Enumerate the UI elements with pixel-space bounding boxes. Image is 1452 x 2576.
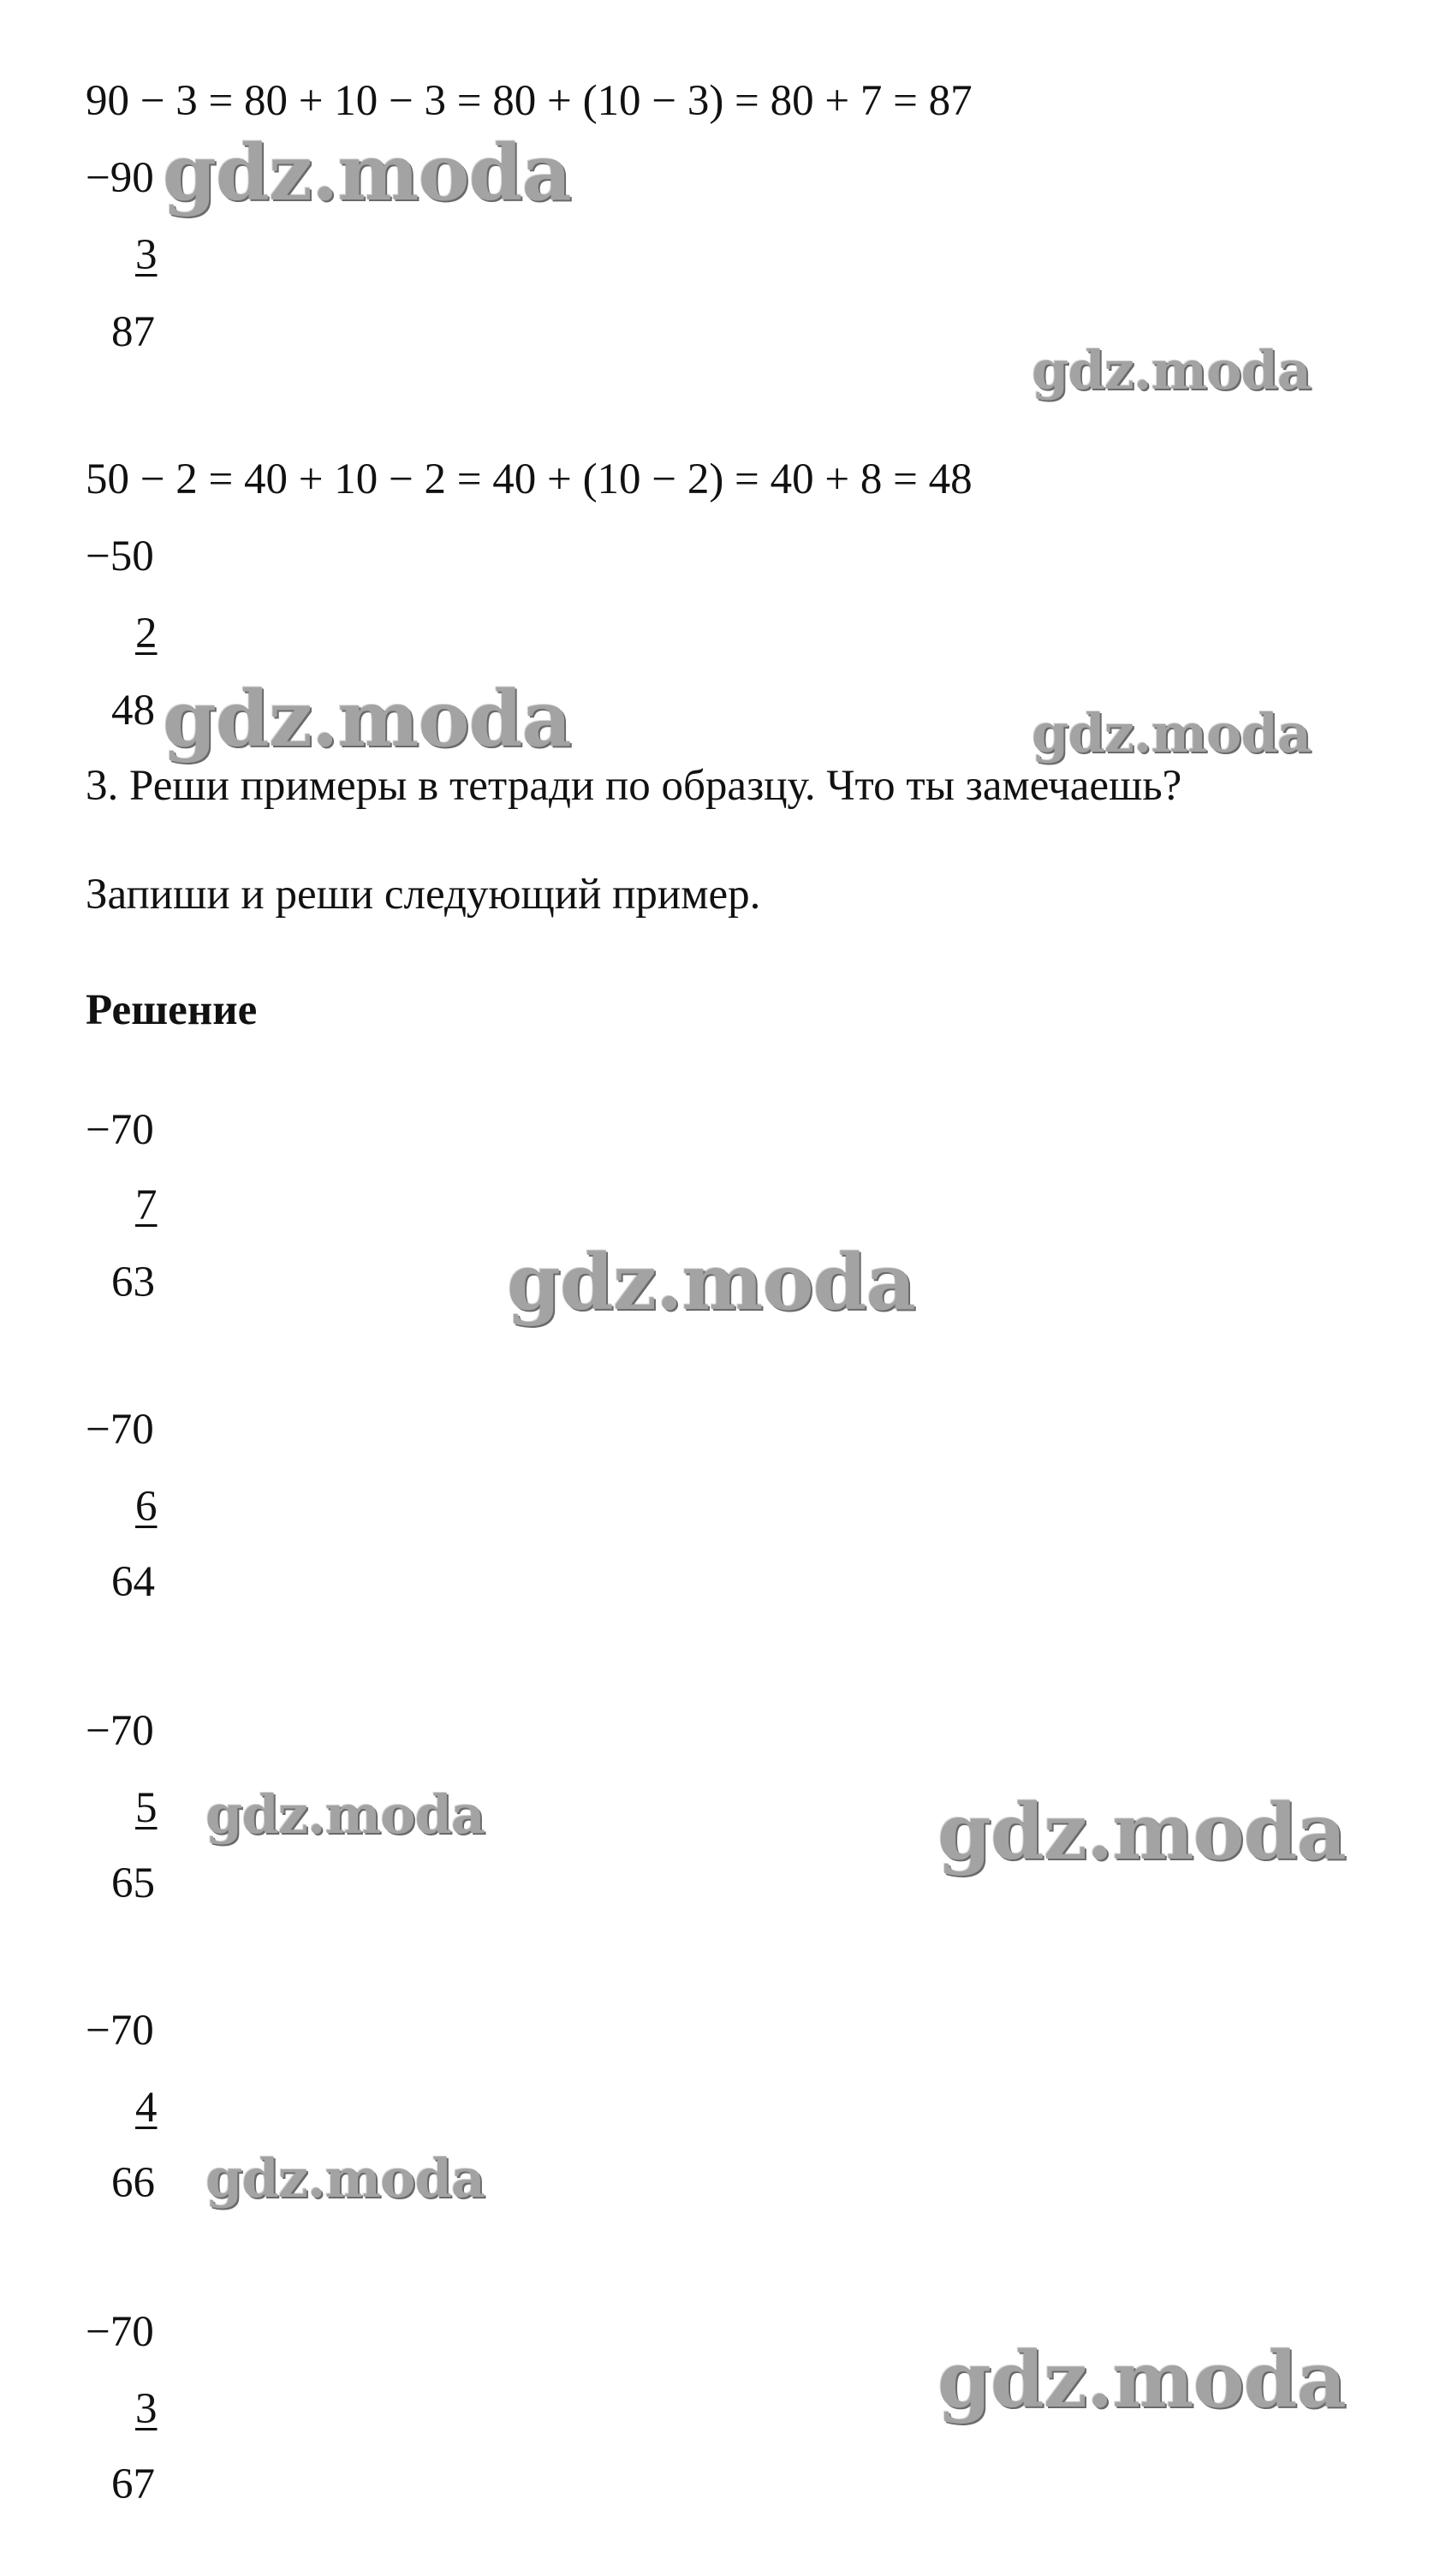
watermark-logo: gdz.moda bbox=[163, 674, 571, 764]
column-4-subtrahend-value: 6 bbox=[135, 1483, 158, 1531]
column-4-subtrahend bbox=[111, 1481, 158, 1532]
column-1-minuend: −90 bbox=[86, 154, 154, 202]
column-7-minuend: −70 bbox=[86, 2308, 154, 2356]
column-1-subtrahend-value: 3 bbox=[135, 231, 158, 279]
column-3-subtrahend bbox=[111, 1180, 158, 1231]
column-2-subtrahend bbox=[111, 608, 158, 659]
equation-line-1: 90 − 3 = 80 + 10 − 3 = 80 + (10 − 3) = 80 + 7 = 87 bbox=[86, 77, 973, 125]
watermark-logo: gdz.moda bbox=[937, 2335, 1346, 2425]
column-3-minuend: −70 bbox=[86, 1106, 154, 1154]
equation-line-2: 50 − 2 = 40 + 10 − 2 = 40 + (10 − 2) = 40 + 8 = 48 bbox=[86, 455, 973, 503]
column-1-result: 87 bbox=[111, 308, 155, 356]
watermark-logo: gdz.moda bbox=[205, 1783, 485, 1846]
watermark-logo: gdz.moda bbox=[937, 1787, 1346, 1877]
watermark-logo: gdz.moda bbox=[1032, 339, 1311, 402]
column-2-result: 48 bbox=[111, 687, 155, 735]
watermark-logo: gdz.moda bbox=[1032, 702, 1311, 764]
column-6-result: 66 bbox=[111, 2159, 155, 2207]
solution-heading: Решение bbox=[86, 986, 258, 1034]
column-5-result: 65 bbox=[111, 1859, 155, 1907]
instruction-text: Запиши и реши следующий пример. bbox=[86, 871, 761, 919]
column-1-subtrahend bbox=[111, 229, 158, 281]
watermark-logo: gdz.moda bbox=[507, 1237, 915, 1328]
column-2-subtrahend-value: 2 bbox=[135, 610, 158, 657]
column-3-result: 63 bbox=[111, 1258, 155, 1306]
task-text: 3. Реши примеры в тетради по образцу. Что ты замечаешь? bbox=[86, 762, 1182, 810]
watermark-logo: gdz.moda bbox=[163, 128, 571, 218]
column-7-subtrahend-value: 3 bbox=[135, 2385, 158, 2433]
column-2-minuend: −50 bbox=[86, 532, 154, 580]
column-5-subtrahend-value: 5 bbox=[135, 1784, 158, 1832]
column-5-subtrahend bbox=[111, 1782, 158, 1834]
column-7-subtrahend bbox=[111, 2383, 158, 2435]
column-4-minuend: −70 bbox=[86, 1406, 154, 1454]
column-6-subtrahend bbox=[111, 2082, 158, 2133]
column-4-result: 64 bbox=[111, 1558, 155, 1606]
column-3-subtrahend-value: 7 bbox=[135, 1181, 158, 1229]
watermark-logo: gdz.moda bbox=[205, 2147, 485, 2210]
column-6-minuend: −70 bbox=[86, 2007, 154, 2055]
column-6-subtrahend-value: 4 bbox=[135, 2084, 158, 2132]
column-5-minuend: −70 bbox=[86, 1707, 154, 1755]
column-7-result: 67 bbox=[111, 2460, 155, 2508]
